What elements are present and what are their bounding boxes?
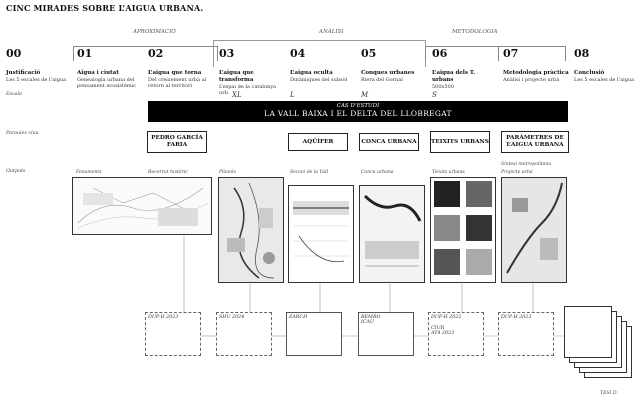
chapter-num-03: 03 <box>219 47 235 60</box>
caption-planols: Plànols <box>219 170 236 175</box>
chapter-sub-01: Genealogia urbana del pensament ecosistèmic <box>77 77 137 89</box>
chapter-title-08: Conclusió <box>574 70 605 76</box>
banner-main: LA VALL BAIXA I EL DELTA DEL LLOBREGAT <box>264 109 452 118</box>
source-box <box>286 312 342 356</box>
caption-conca: Conca urbana <box>361 170 394 175</box>
source-label: DUP-H 2023 <box>501 315 532 320</box>
source-label: BEMBO <box>361 315 381 320</box>
chapter-title-07: Metodologia pràctica <box>503 70 569 76</box>
source-box <box>216 312 272 356</box>
chapter-title-03: L’aigua que transforma <box>219 70 254 83</box>
chapter-title-05: Conques urbanes <box>361 70 415 76</box>
chapter-num-00: 00 <box>6 47 22 60</box>
chapter-num-04: 04 <box>290 47 306 60</box>
row-label-outputs: Outputs <box>6 169 26 174</box>
source-box <box>428 312 484 356</box>
banner-sub: CAS D’ESTUDI <box>336 103 380 109</box>
keyword-tag: AQÜÍFER <box>288 133 348 151</box>
source-label: CIUR <box>431 326 445 331</box>
row-label-paraules: Paraules clau <box>6 131 39 136</box>
source-label: SHU 2024 <box>219 315 245 320</box>
chapter-title-04: L’aigua oculta <box>290 70 333 76</box>
chapter-sub-06: 500x500 <box>432 84 454 90</box>
source-label: ICAU <box>361 320 375 325</box>
source-box <box>358 312 414 356</box>
chapter-num-05: 05 <box>361 47 377 60</box>
chapter-sub-02: Del creixement urbà al retorn al territori <box>148 77 207 89</box>
phase-aproximacio: APROXIMACIÓ <box>133 29 176 35</box>
caption-recorregut: Recorrut històric <box>148 170 188 175</box>
keyword-tag: TEIXITS URBANS <box>430 131 490 153</box>
chapter-num-02: 02 <box>148 47 164 60</box>
thesis-stack-page <box>564 306 612 358</box>
keyword-tag: CONCA URBANA <box>359 133 419 151</box>
source-label: AT4 2023 <box>431 331 455 336</box>
chapter-title-06: L’aigua dels T. urbans <box>432 70 476 83</box>
chapter-sub-08: Les 5 escales de l’aigua <box>574 77 635 83</box>
chapter-title-00: Justificació <box>6 70 41 76</box>
source-label: DUP-H 2023 <box>148 315 179 320</box>
chapter-num-08: 08 <box>574 47 590 60</box>
chapter-sub-07: Anàlisi i projecte urbà <box>503 77 560 83</box>
footer-label: TESI D. <box>600 391 618 396</box>
chapter-title-01: Aigua i ciutat <box>77 70 119 76</box>
scale-xl: XL <box>232 91 242 99</box>
source-label: ZARCH <box>289 315 308 320</box>
phase-analisi: ANÀLISI <box>319 29 344 35</box>
chapter-sub-03: L’espai de la catalunya urb. <box>219 84 277 96</box>
chapter-num-07: 07 <box>503 47 519 60</box>
caption-seccio: Secció de la Vall <box>290 170 329 175</box>
chapter-num-06: 06 <box>432 47 448 60</box>
caption-projecte: Projecte urbà <box>501 170 533 175</box>
chapter-sub-04: Dinàmiques del subsòl <box>290 77 348 83</box>
phase-metodologia: METODOLOGIA <box>452 29 498 35</box>
chapter-sub-00: Les 5 escales de l’aigua <box>6 77 67 83</box>
keyword-tag: PEDRO GARCÍA FARIA <box>147 131 207 153</box>
chapter-sub-05: Riera del Gornal <box>361 77 403 83</box>
caption-sintesi: Síntesi metropolitana <box>501 162 552 167</box>
scale-m: M <box>361 91 369 99</box>
keyword-tag: PARÀMETRES DE L’AIGUA URBANA <box>501 131 569 153</box>
chapter-num-01: 01 <box>77 47 93 60</box>
scale-l: L <box>290 91 295 99</box>
source-box <box>145 312 201 356</box>
caption-fonaments: Fonaments <box>76 170 102 175</box>
source-label: DUP-H 2022 <box>431 315 462 320</box>
page-title: CINC MIRADES SOBRE L’AIGUA URBANA. <box>6 3 204 13</box>
scale-s: S <box>432 91 437 99</box>
chapter-title-02: L’aigua que torna <box>148 70 202 76</box>
caption-teixits: Teixits urbans <box>432 170 465 175</box>
source-box <box>498 312 554 356</box>
row-label-escala: Escala <box>6 92 22 97</box>
